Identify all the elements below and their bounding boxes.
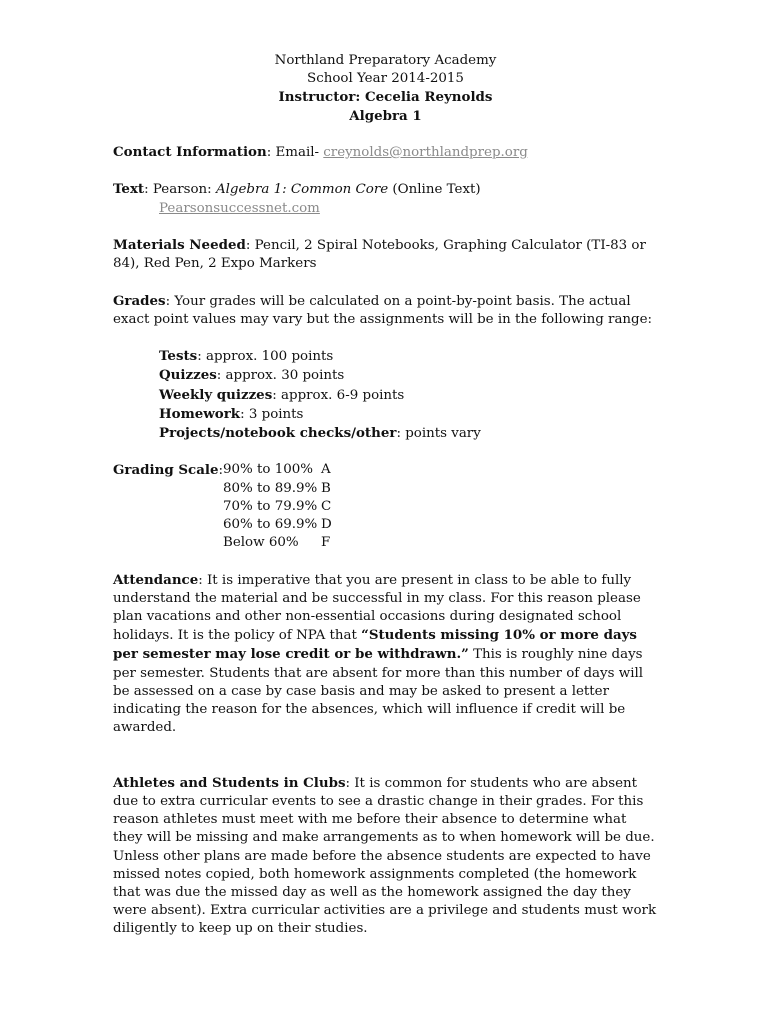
email-link[interactable]: creynolds@northlandprep.org: [323, 145, 528, 160]
contact-label: Contact Information: [113, 144, 267, 160]
text-info: [113, 180, 658, 199]
book-title: Algebra 1: Common Core: [215, 182, 389, 198]
scale-row: 70% to 79.9% C: [223, 498, 332, 514]
school-year: School Year 2014-2015: [307, 71, 464, 87]
grades-text: : Your grades will be calculated on a point-by-point basis. The actual exact point values may vary but the assignments will be in the following range:: [113, 293, 653, 327]
contact-info: [113, 143, 658, 162]
materials-label: Materials Needed: [113, 236, 246, 253]
scale-row: 90% to 100% A: [223, 462, 331, 478]
text-label: Text: [113, 181, 145, 198]
pearson-link[interactable]: Pearsonsuccessnet.com: [159, 200, 320, 216]
grades-label: Grades: [113, 292, 166, 309]
grade-item: Weekly quizzes: approx. 6-9 points: [159, 386, 405, 403]
scale-row: 80% to 89.9% B: [223, 480, 331, 496]
course-title: Algebra 1: [349, 107, 422, 124]
grades-paragraph: [113, 292, 658, 329]
attendance-label: Attendance: [113, 571, 199, 588]
instructor-name: Instructor: Cecelia Reynolds: [278, 89, 493, 106]
attendance-policy: “Students missing 10% or more days per semester may lose credit or be withdrawn.”: [113, 627, 637, 663]
attendance-paragraph: Attendance: It is imperative that you are present in class to be able to fully understand the material and be successful in my class. For this reason please plan vacations and other non-essential occasions during designated school holidays. It is the policy of NPA that “Students missing 10% or more days per semester may lose credit or be withdrawn.” This is roughly nine days per semester. Students that are absent for more than this number of days will be assessed on a case by case basis and may be asked to present a letter indicating the reason for the absences, which will influence if credit will be awarded.: [113, 571, 644, 736]
athletes-label: Athletes and Students in Clubs: [113, 774, 346, 791]
syllabus-page: [113, 52, 658, 939]
scale-row: 60% to 69.9% D: [223, 516, 332, 532]
athletes-paragraph: Athletes and Students in Clubs: It is common for students who are absent due to extra curricular events to see a drastic change in their grades. For this reason athletes must meet with me before their absence to determine what they will be missing and make arrangements as to when homework will be due. Unless other plans are made before the absence students are expected to have missed notes copied, both homework assignments completed (the homework that was due the missed day as well as the homework assigned the day they were absent). Extra curricular activities are a privilege and students must work diligently to keep up on their studies.: [113, 774, 657, 937]
grade-item: Quizzes: approx. 30 points: [159, 367, 345, 384]
school-name: Northland Preparatory Academy: [274, 53, 497, 68]
materials-paragraph: [113, 236, 658, 273]
grading-scale-label: Grading Scale: [113, 462, 219, 479]
grade-item: Homework: 3 points: [159, 405, 304, 422]
contact-text: : Email-: [266, 145, 324, 160]
grade-item: Projects/notebook checks/other: points vary: [159, 424, 481, 441]
grade-item-list: [113, 347, 658, 443]
grade-item: Tests: approx. 100 points: [159, 348, 334, 365]
grading-scale-list: [223, 461, 332, 552]
text-prefix: : Pearson:: [144, 182, 216, 198]
materials-text: : Pencil, 2 Spiral Notebooks, Graphing Calculator (TI-83 or 84), Red Pen, 2 Expo Markers: [113, 237, 646, 272]
grading-scale: Grading Scale: 90% to 100% A 80% to 89.9% B 70% to 79.9% C 60% to 69.9% D Below 60% F: [113, 461, 658, 552]
text-suffix: (Online Text): [388, 182, 481, 198]
scale-row: Below 60% F: [223, 535, 331, 551]
